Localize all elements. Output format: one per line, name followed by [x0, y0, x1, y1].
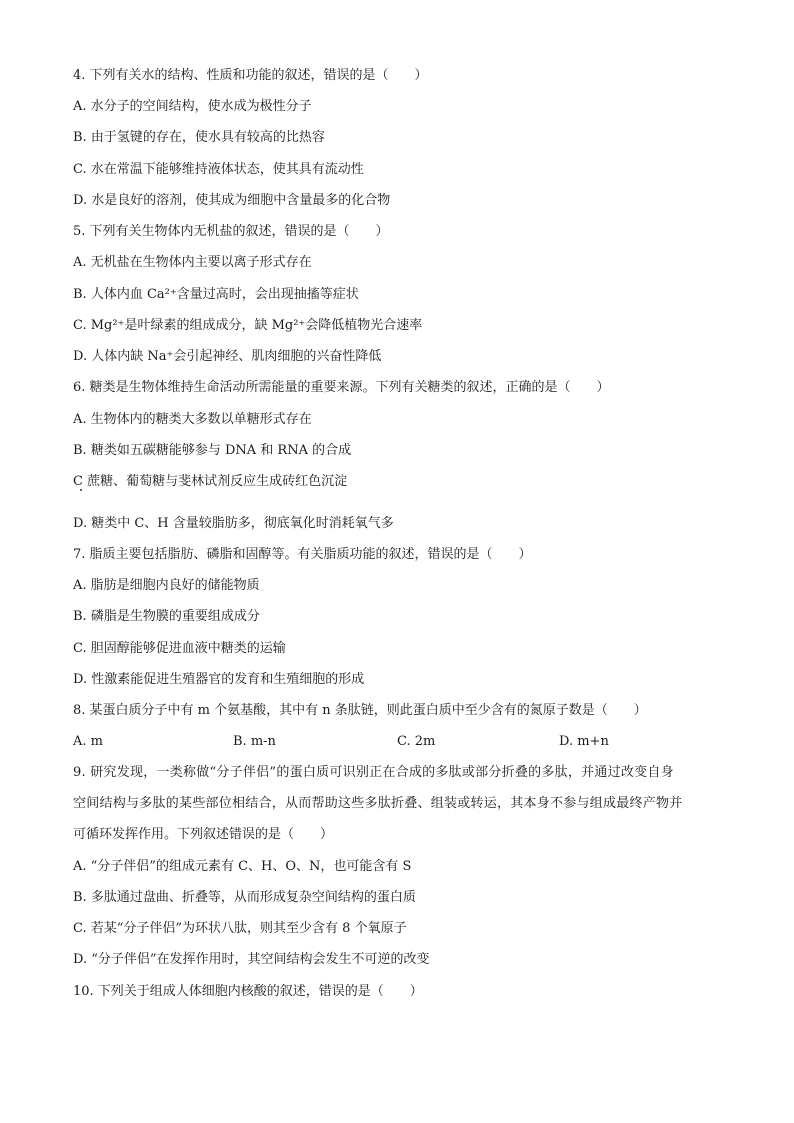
q6-stem: 6. 糖类是生物体维持生命活动所需能量的重要来源。下列有关糖类的叙述，正确的是（ ） — [73, 380, 610, 395]
q7-option-d: D. 性激素能促进生殖器官的发育和生殖细胞的形成 — [73, 672, 365, 687]
q6-option-b: B. 糖类如五碳糖能够参与 DNA 和 RNA 的合成 — [73, 443, 352, 458]
q4-stem: 4. 下列有关水的结构、性质和功能的叙述，错误的是（ ） — [73, 68, 428, 83]
q6-option-c: C 蔗糖、葡萄糖与斐林试剂反应生成砖红色沉淀 — [73, 474, 348, 489]
q10-stem: 10. 下列关于组成人体细胞内核酸的叙述，错误的是（ ） — [73, 984, 423, 999]
q5-option-b: B. 人体内血 Ca²⁺含量过高时，会出现抽搐等症状 — [73, 287, 359, 302]
stray-dot — [80, 489, 82, 491]
q9-option-b: B. 多肽通过盘曲、折叠等，从而形成复杂空间结构的蛋白质 — [73, 890, 416, 905]
q5-option-d: D. 人体内缺 Na⁺会引起神经、肌肉细胞的兴奋性降低 — [73, 349, 382, 364]
q7-option-a: A. 脂肪是细胞内良好的储能物质 — [73, 578, 260, 593]
q9-stem-line3: 可循环发挥作用。下列叙述错误的是（ ） — [73, 827, 334, 842]
q9-stem-line1: 9. 研究发现，一类称做“分子伴侣”的蛋白质可识别正在合成的多肽或部分折叠的多肽，并通过改变自身 — [73, 765, 674, 780]
q9-option-d: D. “分子伴侣”在发挥作用时，其空间结构会发生不可逆的改变 — [73, 952, 430, 967]
q8-option-a: A. m — [73, 734, 103, 749]
q7-stem: 7. 脂质主要包括脂肪、磷脂和固醇等。有关脂质功能的叙述，错误的是（ ） — [73, 547, 532, 562]
q9-option-c: C. 若某“分子伴侣”为环状八肽，则其至少含有 8 个氧原子 — [73, 921, 407, 936]
q7-option-c: C. 胆固醇能够促进血液中糖类的运输 — [73, 641, 286, 656]
q4-option-c: C. 水在常温下能够维持液体状态，使其具有流动性 — [73, 162, 364, 177]
q8-option-c: C. 2m — [397, 734, 436, 749]
q8-options — [73, 733, 753, 751]
q5-option-c: C. Mg²⁺是叶绿素的组成成分，缺 Mg²⁺会降低植物光合速率 — [73, 318, 423, 333]
q8-option-b: B. m-n — [233, 734, 276, 749]
q9-stem-line2: 空间结构与多肽的某些部位相结合，从而帮助这些多肽折叠、组装或转运，其本身不参与组成最终产物并 — [73, 796, 683, 811]
q8-option-d: D. m+n — [559, 734, 609, 749]
q4-option-b: B. 由于氢键的存在，使水具有较高的比热容 — [73, 130, 325, 145]
q7-option-b: B. 磷脂是生物膜的重要组成成分 — [73, 609, 260, 624]
q8-stem: 8. 某蛋白质分子中有 m 个氨基酸，其中有 n 条肽链，则此蛋白质中至少含有的氮原子数是（ ） — [73, 703, 647, 718]
q6-option-d: D. 糖类中 C、H 含量较脂肪多，彻底氧化时消耗氧气多 — [73, 516, 394, 531]
q4-option-a: A. 水分子的空间结构，使水成为极性分子 — [73, 99, 312, 114]
q6-option-a: A. 生物体内的糖类大多数以单糖形式存在 — [73, 412, 312, 427]
q5-stem: 5. 下列有关生物体内无机盐的叙述，错误的是（ ） — [73, 224, 389, 239]
q5-option-a: A. 无机盐在生物体内主要以离子形式存在 — [73, 255, 312, 270]
q9-option-a: A. “分子伴侣”的组成元素有 C、H、O、N，也可能含有 S — [73, 859, 412, 874]
q4-option-d: D. 水是良好的溶剂，使其成为细胞中含量最多的化合物 — [73, 193, 391, 208]
